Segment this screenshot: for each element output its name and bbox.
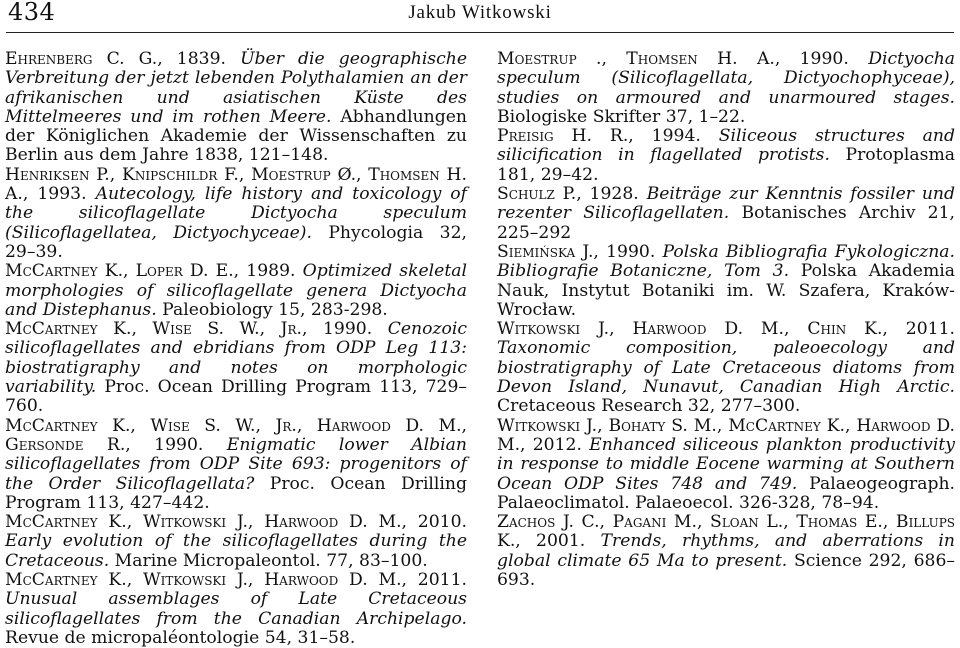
references-right-column — [497, 50, 955, 590]
reference-authors: Witkowski J., Harwood D. M., Chin K., 2011. — [497, 319, 955, 340]
reference-authors: Moestrup ., Thomsen H. A., 1990. — [497, 49, 849, 69]
page-number: 434 — [8, 0, 56, 26]
reference-title: Trends, rhythms, and aberrations in global climate 65 Ma to present. — [497, 531, 956, 571]
reference-title: Autecology, life history and toxicology of the silicoflagellate Dictyocha speculum (Silicoflagellatea, Dictyochyceae). — [5, 184, 467, 243]
reference-entry — [497, 320, 955, 416]
reference-authors: Witkowski J., Bohaty S. M., McCartney K., Harwood D. M., 2012. — [497, 415, 955, 455]
header-rule — [6, 32, 954, 33]
reference-title: Unusual assemblages of Late Cretaceous silicoflagellates from the Canadian Archipelago. — [5, 589, 467, 629]
reference-title: Optimized skeletal morphologies of silicoflagellate genera Dictyocha and Distephanus. — [5, 261, 467, 320]
reference-source: Botanisches Archiv 21, 225–292 — [497, 203, 956, 243]
reference-title: Beiträge zur Kenntnis fossiler und rezenter Silicoflagellaten. — [497, 184, 955, 224]
references-left-column — [5, 50, 467, 648]
reference-authors: McCartney K., Witkowski J., Harwood D. M., 2010. — [5, 512, 467, 533]
reference-authors: McCartney K., Wise S. W., Jr., 1990. — [5, 319, 373, 340]
reference-source: Protoplasma 181, 29–42. — [497, 145, 955, 185]
reference-entry — [5, 50, 467, 166]
reference-title: Cenozoic silicoflagellates and ebridians from ODP Leg 113: biostratigraphy and notes on morphologic variability. — [5, 319, 467, 398]
reference-entry — [497, 50, 955, 127]
reference-entry — [497, 243, 955, 320]
reference-entry — [5, 166, 467, 262]
reference-title: Siliceous structures and silicification in flagellated protists. — [497, 126, 955, 166]
reference-title: Polska Bibliografia Fykologiczna. Bibliografie Botaniczne, Tom 3. — [497, 241, 955, 282]
reference-entry — [497, 417, 955, 513]
reference-authors: Preisig H. R., 1994. — [497, 126, 701, 147]
reference-authors: McCartney K., Wise S. W., Jr., Harwood D. M., Gersonde R., 1990. — [5, 415, 467, 455]
reference-source: Cretaceous Research 32, 277–300. — [497, 396, 801, 417]
reference-entry — [5, 571, 467, 648]
reference-authors: Siemińska J., 1990. — [497, 241, 656, 262]
reference-source: Polska Akademia Nauk, Instytut Botaniki im. W. Szafera, Kraków-Wrocław. — [497, 261, 955, 320]
reference-authors: Schulz P., 1928. — [497, 184, 639, 205]
reference-authors: Ehrenberg C. G., 1839. — [5, 49, 226, 69]
reference-source: Phycologia 32, 29–39. — [5, 222, 467, 262]
reference-entry — [497, 185, 955, 243]
reference-entry — [5, 513, 467, 571]
reference-authors: Zachos J. C., Pagani M., Sloan L., Thomas E., Billups K., 2001. — [497, 512, 955, 552]
reference-title: Enigmatic lower Albian silicoflagellates from ODP Site 693: progenitors of the Order Silicoflagellata? — [5, 434, 467, 494]
reference-title: Über die geographische Verbreitung der jetzt lebenden Polythalamien an der afrikanischen und asiatischen Küste des Mittelmeeres und im rothen Meere. — [5, 49, 467, 127]
reference-source: Paleobiology 15, 283-298. — [162, 299, 388, 320]
reference-source: Proc. Ocean Drilling Program 113, 427–442. — [5, 473, 467, 513]
reference-title: Enhanced siliceous plankton productivity in response to middle Eocene warming at Southern Ocean ODP Sites 748 and 749. — [497, 434, 955, 494]
reference-entry — [497, 513, 955, 590]
reference-entry — [5, 262, 467, 320]
reference-authors: Henriksen P., Knipschildr F., Moestrup Ø., Thomsen H. A., 1993. — [5, 164, 467, 205]
reference-source: Proc. Ocean Drilling Program 113, 729–760. — [5, 377, 467, 417]
running-head: Jakub Witkowski — [408, 2, 552, 23]
reference-title: Early evolution of the silicoflagellates during the Cretaceous. — [5, 531, 467, 571]
reference-source: Palaeogeograph. Palaeoclimatol. Palaeoecol. 326-328, 78–94. — [497, 473, 955, 513]
reference-entry — [497, 127, 955, 185]
reference-source: Revue de micropaléontologie 54, 31–58. — [5, 627, 356, 648]
reference-source: Biologiske Skrifter 37, 1–22. — [497, 106, 746, 127]
reference-source: Science 292, 686–693. — [497, 550, 956, 591]
reference-source: Abhandlungen der Königlichen Akademie der Wissenschaften zu Berlin aus dem Jahre 1838, 121–148. — [5, 106, 467, 166]
reference-source: Marine Micropaleontol. 77, 83–100. — [114, 550, 428, 571]
reference-title: Dictyocha speculum (Silicoflagellata, Dictyochophyceae), studies on armoured and unarmoured stages. — [497, 49, 956, 108]
reference-entry — [5, 417, 467, 513]
reference-authors: McCartney K., Loper D. E., 1989. — [5, 261, 296, 282]
reference-authors: McCartney K., Witkowski J., Harwood D. M., 2011. — [5, 570, 467, 591]
reference-entry — [5, 320, 467, 416]
reference-title: Taxonomic composition, paleoecology and biostratigraphy of Late Cretaceous diatoms from Devon Island, Nunavut, Canadian High Arctic. — [497, 338, 955, 398]
